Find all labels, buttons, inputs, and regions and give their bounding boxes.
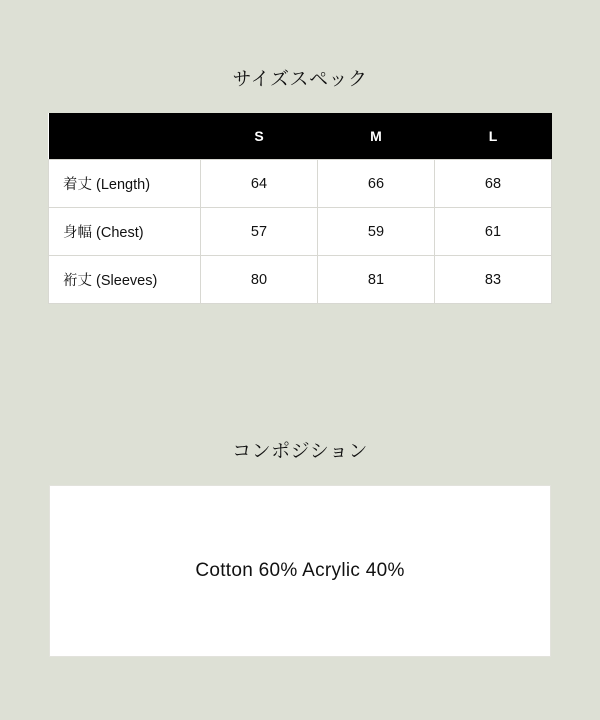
composition-section <box>0 436 600 657</box>
size-spec-title: サイズスペック <box>232 69 368 90</box>
composition-title: コンポジション <box>232 441 368 462</box>
table-header-corner <box>49 113 201 160</box>
size-spec-table-body <box>49 160 552 304</box>
row-label-chest: 身幅 (Chest) <box>49 208 201 256</box>
table-row <box>49 208 552 256</box>
cell-sleeves-s: 80 <box>201 256 318 304</box>
table-header-size-m: M <box>318 113 435 160</box>
table-row <box>49 256 552 304</box>
table-header-size-s: S <box>201 113 318 160</box>
cell-length-m: 66 <box>318 160 435 208</box>
cell-chest-m: 59 <box>318 208 435 256</box>
table-header-size-l: L <box>435 113 552 160</box>
composition-text: Cotton 60% Acrylic 40% <box>195 560 405 581</box>
table-header-row <box>49 113 552 160</box>
size-spec-table-wrap <box>48 113 552 304</box>
table-row <box>49 160 552 208</box>
size-spec-section <box>0 64 600 304</box>
size-spec-table <box>48 113 552 304</box>
cell-sleeves-m: 81 <box>318 256 435 304</box>
cell-sleeves-l: 83 <box>435 256 552 304</box>
row-label-sleeves: 裄丈 (Sleeves) <box>49 256 201 304</box>
composition-box <box>49 485 551 657</box>
cell-length-l: 68 <box>435 160 552 208</box>
size-spec-table-head <box>49 113 552 160</box>
row-label-length: 着丈 (Length) <box>49 160 201 208</box>
cell-chest-s: 57 <box>201 208 318 256</box>
cell-length-s: 64 <box>201 160 318 208</box>
cell-chest-l: 61 <box>435 208 552 256</box>
